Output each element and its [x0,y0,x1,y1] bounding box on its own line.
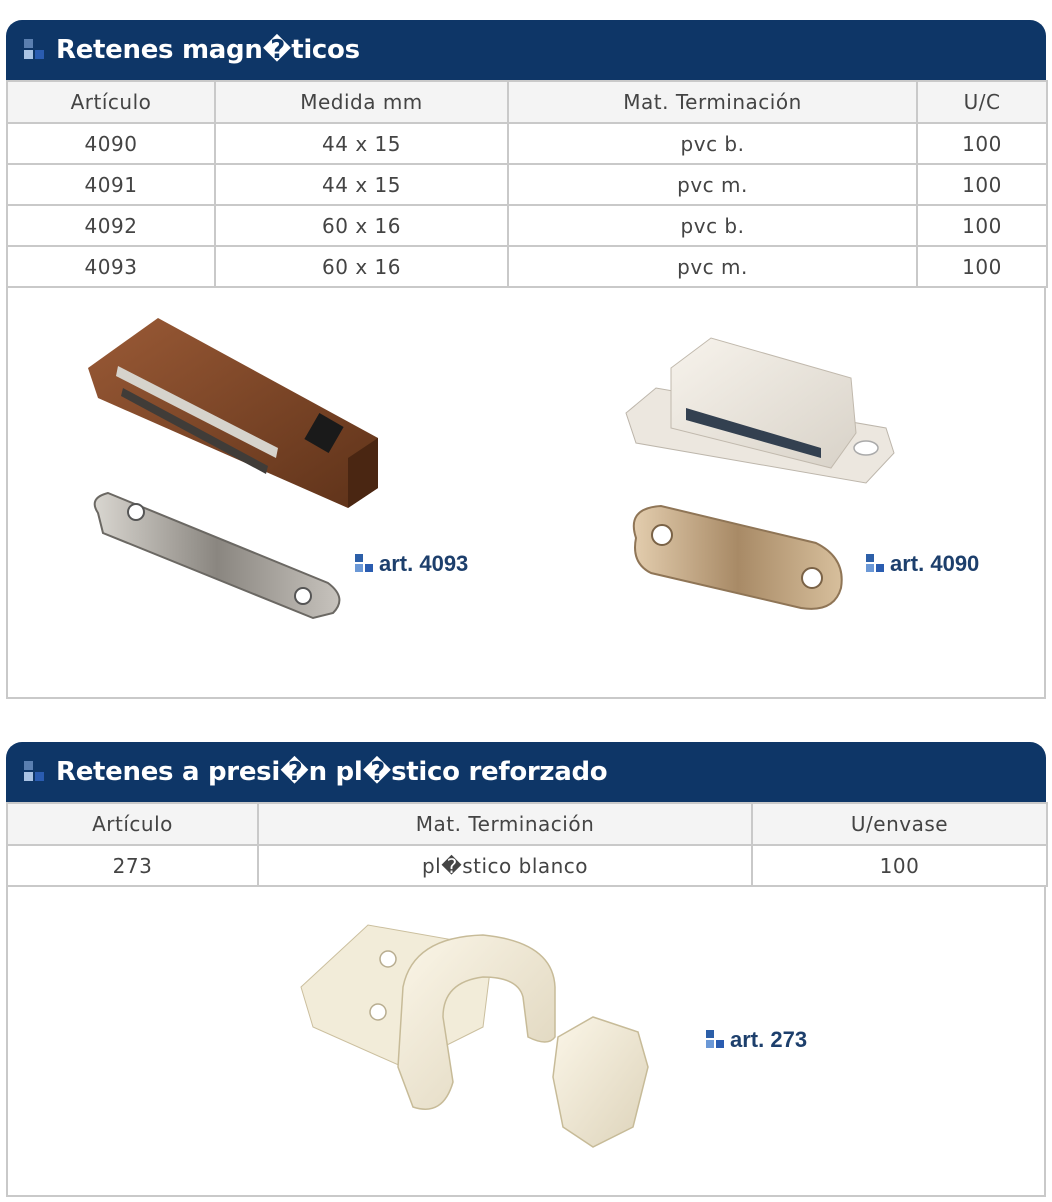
cell-article: 4093 [7,246,215,287]
column-header: Medida mm [215,81,508,123]
table-row [7,164,1047,205]
section-magnetic-catches [6,20,1046,699]
cell-units: 100 [917,123,1047,164]
table-row [7,246,1047,287]
cell-article: 4091 [7,164,215,205]
cell-size: 44 x 15 [215,123,508,164]
table-row [7,845,1047,886]
cell-size: 60 x 16 [215,205,508,246]
cell-units: 100 [752,845,1047,886]
product-table [6,80,1048,288]
blue-squares-icon [355,554,375,574]
section-press-catches [6,742,1046,1197]
product-image-4090 [616,328,906,648]
blue-squares-icon [24,761,46,783]
product-image-4093 [78,308,388,668]
cell-units: 100 [917,246,1047,287]
column-header: U/C [917,81,1047,123]
product-label-273: art. 273 [706,1027,807,1053]
section-header [6,742,1046,802]
cell-article: 4090 [7,123,215,164]
cell-units: 100 [917,164,1047,205]
section-title: Retenes a presi�n pl�stico reforzado [56,757,608,787]
product-label-4090: art. 4090 [866,551,979,577]
table-row [7,123,1047,164]
section-title: Retenes magn�ticos [56,35,360,65]
blue-squares-icon [866,554,886,574]
column-header: Mat. Terminación [258,803,752,845]
column-header: Artículo [7,81,215,123]
cell-size: 44 x 15 [215,164,508,205]
column-header: Mat. Terminación [508,81,917,123]
product-photo-area [6,288,1046,699]
product-photo-area [6,887,1046,1197]
cell-units: 100 [917,205,1047,246]
cell-material: pvc b. [508,205,917,246]
cell-material: pvc m. [508,246,917,287]
product-label-4093: art. 4093 [355,551,468,577]
cell-size: 60 x 16 [215,246,508,287]
table-row [7,205,1047,246]
cell-material: pl�stico blanco [258,845,752,886]
product-table [6,802,1048,887]
blue-squares-icon [706,1030,726,1050]
cell-material: pvc b. [508,123,917,164]
cell-article: 273 [7,845,258,886]
cell-article: 4092 [7,205,215,246]
column-header: Artículo [7,803,258,845]
product-image-273 [293,917,673,1167]
section-header [6,20,1046,80]
blue-squares-icon [24,39,46,61]
cell-material: pvc m. [508,164,917,205]
table-header-row [7,803,1047,845]
column-header: U/envase [752,803,1047,845]
table-header-row [7,81,1047,123]
